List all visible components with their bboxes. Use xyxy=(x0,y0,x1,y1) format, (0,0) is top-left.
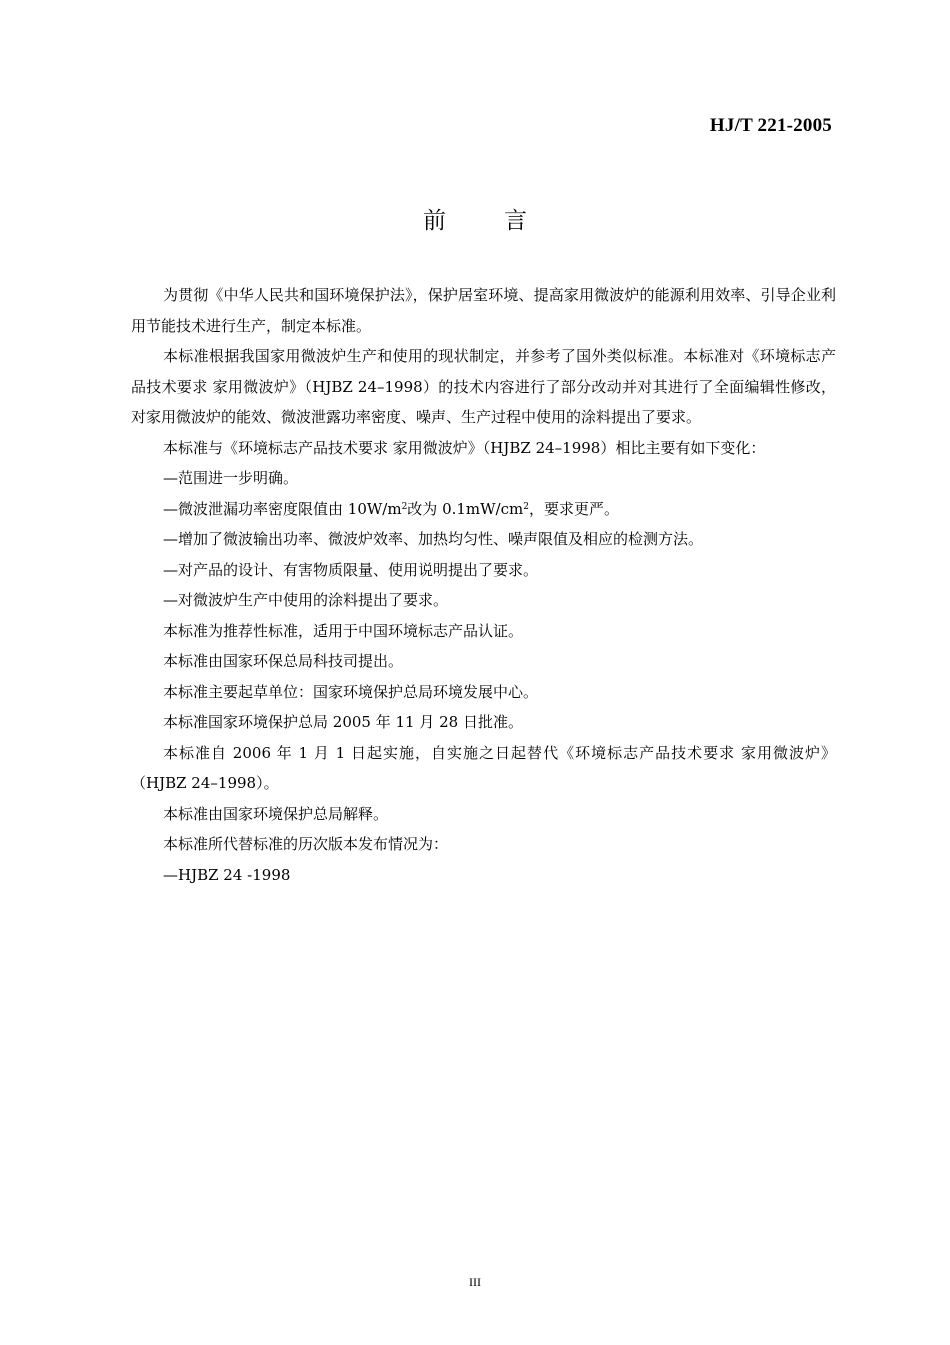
leakage-text-mid: 改为 0.1mW/cm xyxy=(407,499,524,518)
change-item-scope: —范围进一步明确。 xyxy=(163,469,299,487)
statement-approval: 本标准国家环境保护总局 2005 年 11 月 28 日批准。 xyxy=(163,713,523,731)
page-number: III xyxy=(469,1275,481,1289)
paragraph-purpose: 为贯彻《中华人民共和国环境保护法》，保护居室环境、提高家用微波炉的能源利用效率、引导企业利用节能技术进行生产，制定本标准。 xyxy=(131,286,836,335)
foreword-body xyxy=(131,280,836,890)
page-title xyxy=(0,202,950,235)
paragraph-changes-intro: 本标准与《环境标志产品技术要求 家用微波炉》（HJBZ 24–1998）相比主要有如下变化： xyxy=(163,438,766,457)
statement-history-intro: 本标准所代替标准的历次版本发布情况为： xyxy=(163,835,449,853)
history-item: —HJBZ 24 -1998 xyxy=(163,865,291,884)
paragraph-basis: 本标准根据我国家用微波炉生产和使用的现状制定，并参考了国外类似标准。本标准对《环境标志产品技术要求 家用微波炉》（HJBZ 24–1998）的技术内容进行了部分改动并对其进行了全面编辑性修改，对家用微波炉的能效、微波泄露功率密度、噪声、生产过程中使用的涂料提出了要求。 xyxy=(131,347,836,426)
standard-code: HJ/T 221-2005 xyxy=(709,115,832,136)
page-title-part1: 前 xyxy=(423,208,446,234)
statement-proposed-by: 本标准由国家环保总局科技司提出。 xyxy=(163,652,404,670)
statement-drafting-unit: 本标准主要起草单位：国家环境保护总局环境发展中心。 xyxy=(163,682,539,701)
superscript-two: 2 xyxy=(401,501,408,512)
statement-recommended: 本标准为推荐性标准，适用于中国环境标志产品认证。 xyxy=(163,621,524,640)
superscript-two: 2 xyxy=(523,501,529,512)
statement-effective-date: 本标准自 2006 年 1 月 1 日起实施，自实施之日起替代《环境标志产品技术要求 家用微波炉》（HJBZ 24–1998）。 xyxy=(131,743,836,792)
page-title-part2: 言 xyxy=(504,208,527,234)
change-item-methods: —增加了微波输出功率、微波炉效率、加热均匀性、噪声限值及相应的检测方法。 xyxy=(163,530,704,548)
leakage-text-pre: —微波泄漏功率密度限值由 10W/m xyxy=(163,499,402,518)
change-item-leakage xyxy=(131,494,836,525)
change-item-design: —对产品的设计、有害物质限量、使用说明提出了要求。 xyxy=(163,560,539,579)
change-item-coatings: —对微波炉生产中使用的涂料提出了要求。 xyxy=(163,591,449,609)
leakage-text-post: ，要求更严。 xyxy=(528,499,619,518)
statement-interpretation: 本标准由国家环境保护总局解释。 xyxy=(163,804,389,823)
